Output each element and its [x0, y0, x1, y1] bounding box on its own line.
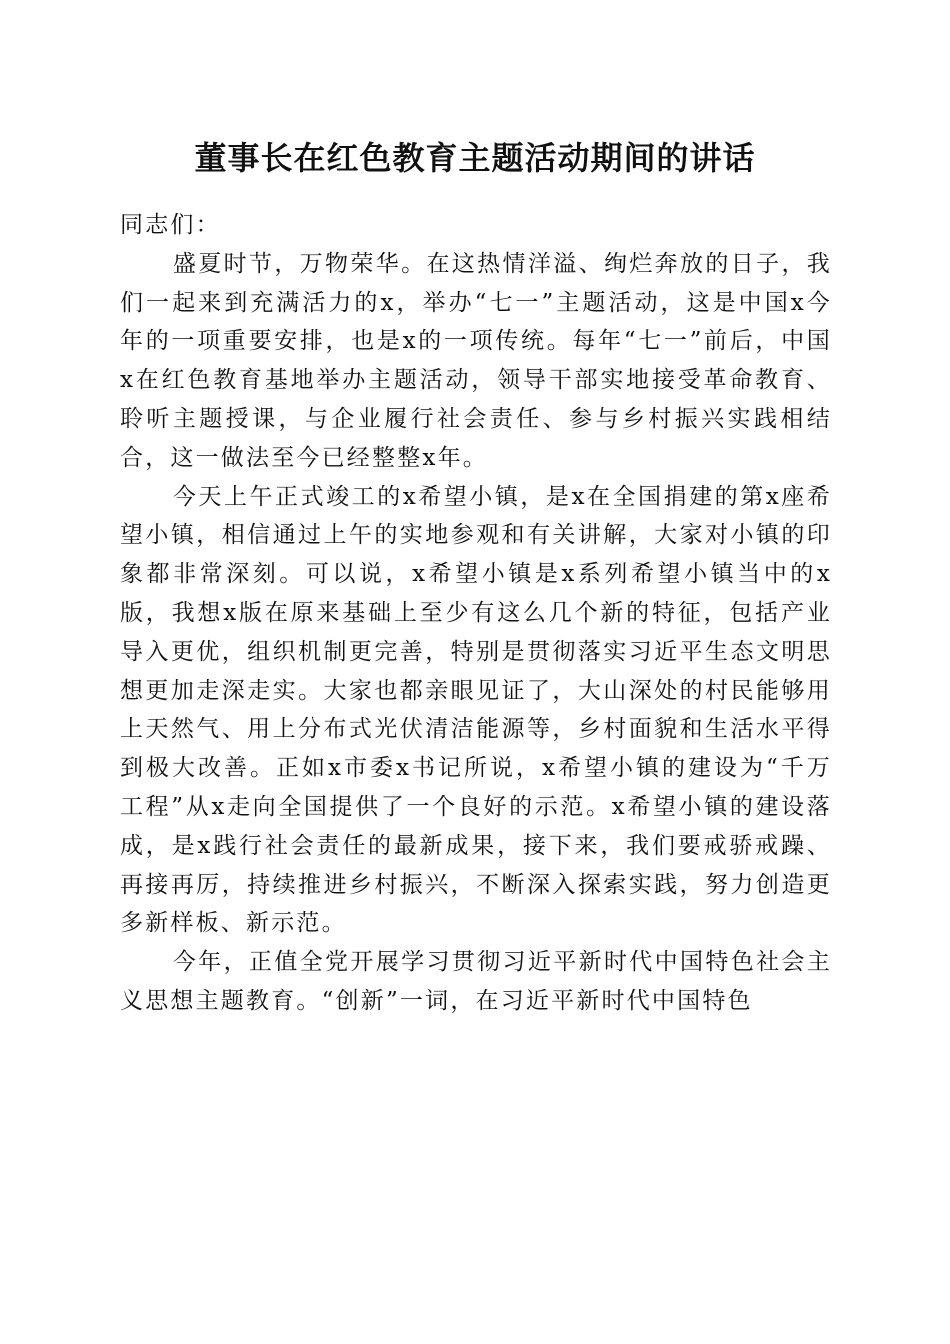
- salutation: 同志们：: [120, 212, 221, 238]
- paragraph-3: 今年，正值全党开展学习贯彻习近平新时代中国特色社会主义思想主题教育。“创新”一词，在习近平新时代中国特色: [120, 949, 832, 1014]
- paragraph-2: 今天上午正式竣工的x希望小镇，是x在全国捐建的第x座希望小镇，相信通过上午的实地参观和有关讲解，大家对小镇的印象都非常深刻。可以说，x希望小镇是x系列希望小镇当中的x版，我想x版在原来基础上至少有这么几个新的特征，包括产业导入更优，组织机制更完善，特别是贯彻落实习近平生态文明思想更加走深走实。大家也都亲眼见证了，大山深处的村民能够用上天然气、用上分布式光伏清洁能源等，乡村面貌和生活水平得到极大改善。正如x市委x书记所说，x希望小镇的建设为“千万工程”从x走向全国提供了一个良好的示范。x希望小镇的建设落成，是x践行社会责任的最新成果，接下来，我们要戒骄戒躁、再接再厉，持续推进乡村振兴，不断深入探索实践，努力创造更多新样板、新示范。: [120, 483, 832, 937]
- document-title: 董事长在红色教育主题活动期间的讲话: [194, 139, 756, 177]
- paragraph-1: 盛夏时节，万物荣华。在这热情洋溢、绚烂奔放的日子，我们一起来到充满活力的x，举办“七一”主题活动，这是中国x今年的一项重要安排，也是x的一项传统。每年“七一”前后，中国x在红色教育基地举办主题活动，领导干部实地接受革命教育、聆听主题授课，与企业履行社会责任、参与乡村振兴实践相结合，这一做法至今已经整整x年。: [120, 250, 832, 471]
- document-body: [120, 206, 832, 1021]
